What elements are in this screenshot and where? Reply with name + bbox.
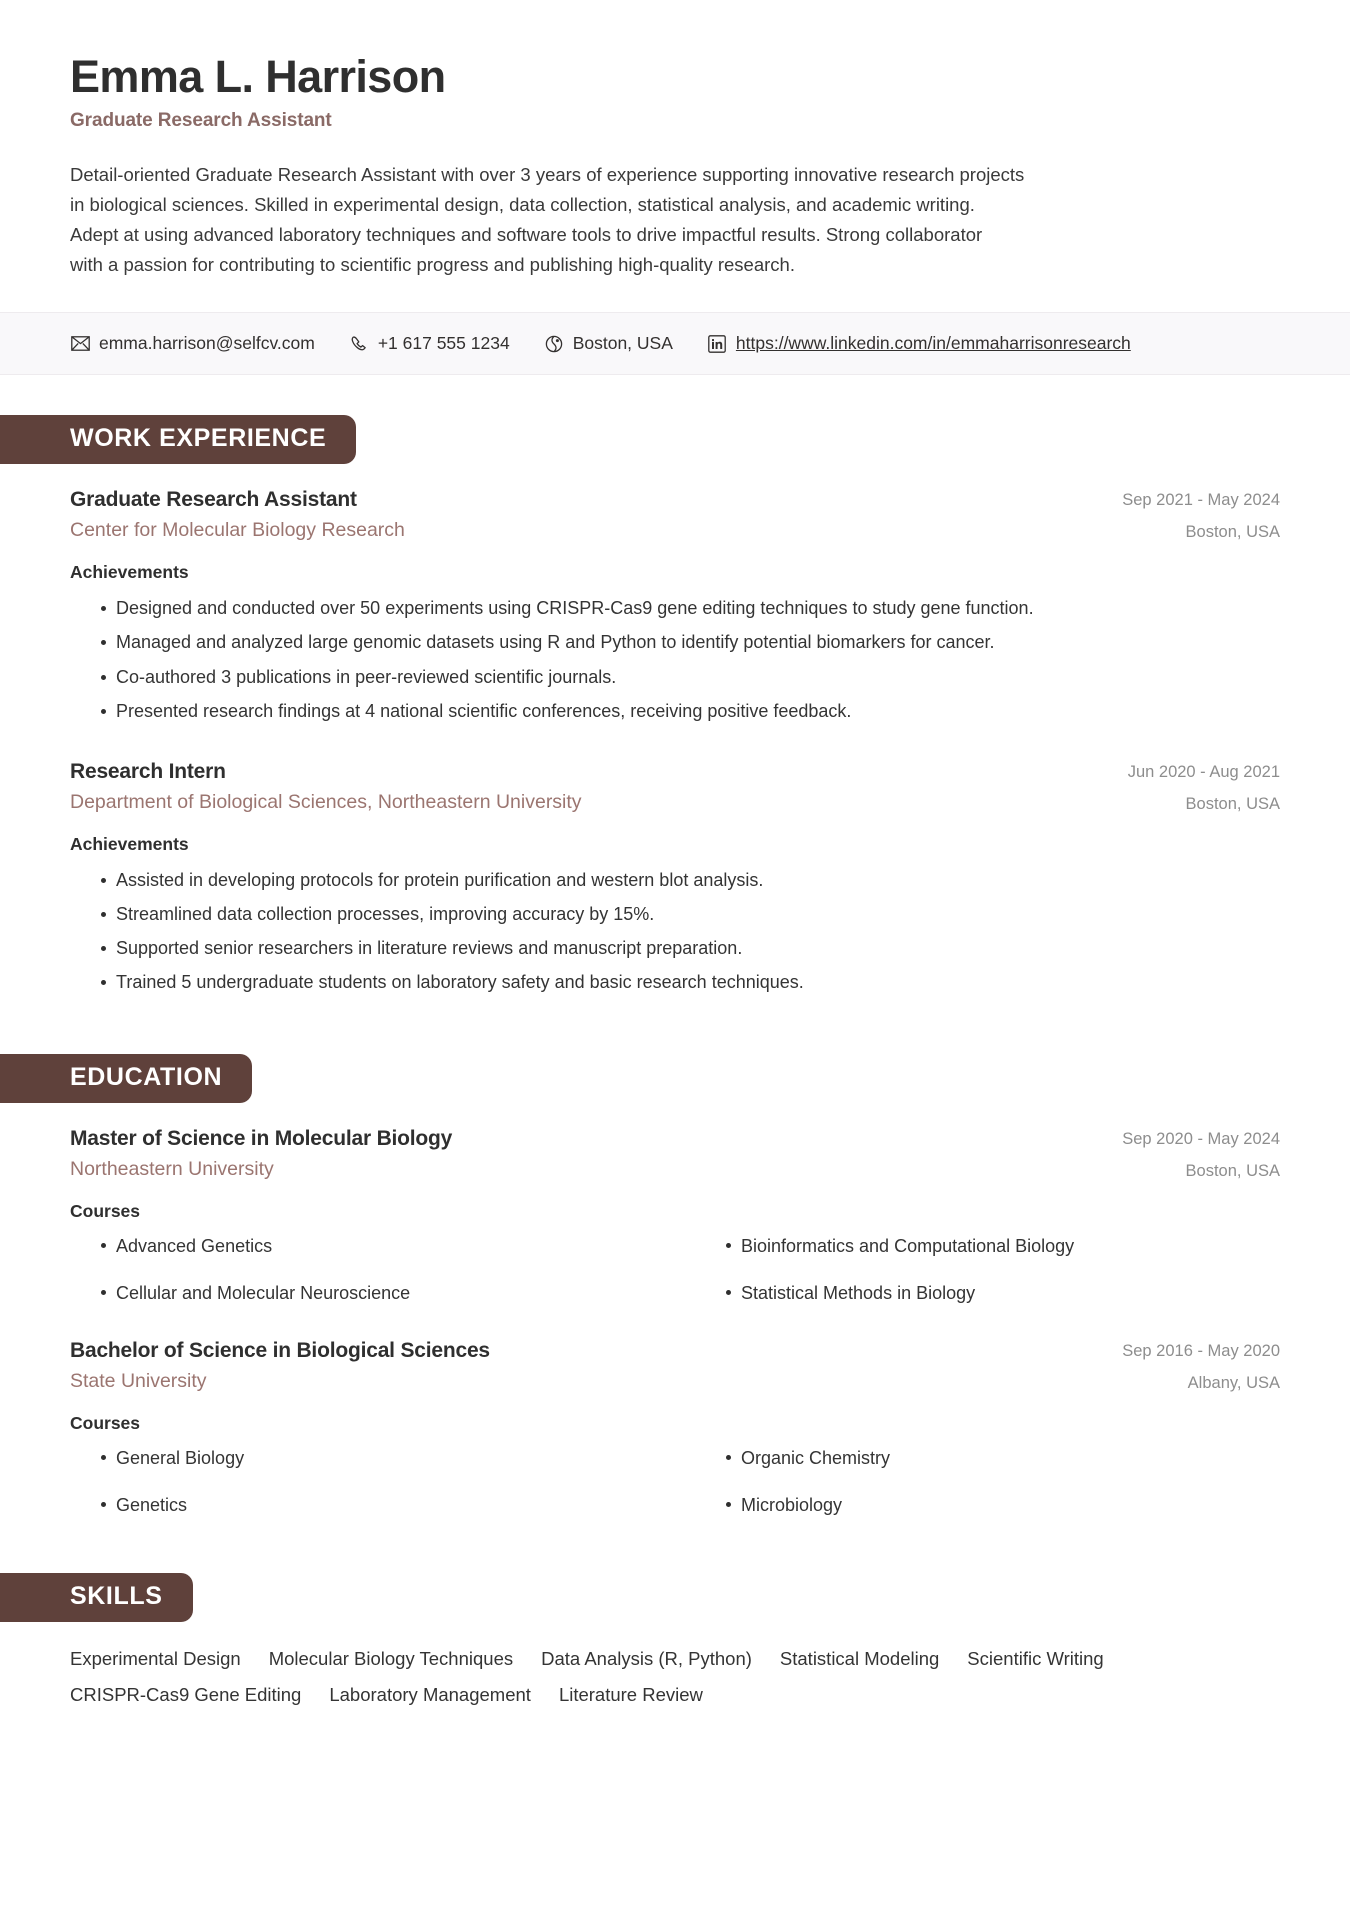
list-item: Cellular and Molecular Neuroscience [70, 1280, 655, 1307]
education-entry [70, 1339, 1280, 1519]
education-entry-left [70, 1127, 1122, 1181]
education-entry-top [70, 1339, 1280, 1393]
skill-item: Experimental Design [70, 1647, 241, 1669]
work-entry-top [70, 760, 1280, 814]
work-entry-date: Sep 2021 - May 2024 [1122, 491, 1280, 510]
summary-paragraph [70, 160, 1260, 280]
section-education [0, 1054, 1350, 1519]
education-entry-title: Bachelor of Science in Biological Sciences [70, 1338, 490, 1362]
work-entry-bullets [70, 866, 1280, 998]
contact-email[interactable] [70, 333, 315, 354]
work-entry-bullets [70, 594, 1280, 726]
education-courses-grid [70, 1445, 1280, 1519]
list-item: Streamlined data collection processes, improving accuracy by 15%. [70, 900, 1280, 929]
work-entry-right [1122, 488, 1280, 542]
summary-line: in biological sciences. Skilled in experimental design, data collection, statistical analysis, and academic writing. [70, 194, 975, 216]
work-entry-title: Graduate Research Assistant [70, 488, 357, 512]
list-item: Designed and conducted over 50 experiments using CRISPR-Cas9 gene editing techniques to study gene function. [70, 594, 1280, 623]
phone-icon [349, 334, 369, 354]
list-item: Co-authored 3 publications in peer-reviewed scientific journals. [70, 663, 1280, 692]
list-item: Statistical Methods in Biology [695, 1280, 1280, 1307]
skill-item: Molecular Biology Techniques [268, 1647, 514, 1669]
contact-bar [0, 312, 1350, 375]
section-skills [0, 1573, 1350, 1706]
work-band-wrap [0, 415, 1280, 464]
education-entry-date: Sep 2020 - May 2024 [1122, 1129, 1280, 1148]
work-entry-location: Boston, USA [1185, 523, 1280, 542]
page-title: Emma L. Harrison [70, 51, 446, 102]
work-entry [70, 760, 1280, 998]
list-item: Assisted in developing protocols for protein purification and western blot analysis. [70, 866, 1280, 895]
resume-header [0, 0, 1350, 280]
job-title-subtitle: Graduate Research Assistant [70, 110, 332, 132]
education-entry-right [1122, 1339, 1280, 1393]
skill-item: CRISPR-Cas9 Gene Editing [70, 1683, 302, 1705]
list-item: Bioinformatics and Computational Biology [695, 1233, 1280, 1260]
skill-item: Laboratory Management [329, 1683, 531, 1705]
work-entry-organization: Center for Molecular Biology Research [70, 519, 405, 542]
list-item: General Biology [70, 1445, 655, 1472]
education-entry-right [1122, 1127, 1280, 1181]
list-item: Trained 5 undergraduate students on laboratory safety and basic research techniques. [70, 968, 1280, 997]
section-header-education: EDUCATION [0, 1054, 252, 1103]
education-band-wrap [0, 1054, 1280, 1103]
list-item: Genetics [70, 1492, 655, 1519]
work-entry-right [1128, 760, 1280, 814]
work-entry-top [70, 488, 1280, 542]
education-entry-title: Master of Science in Molecular Biology [70, 1126, 453, 1150]
work-entry-sublabel: Achievements [70, 833, 189, 854]
skills-list [70, 1648, 1230, 1706]
contact-linkedin[interactable] [707, 333, 1131, 354]
envelope-icon [70, 334, 90, 354]
work-entry-location: Boston, USA [1185, 794, 1280, 813]
education-entry [70, 1127, 1280, 1307]
summary-line: Detail-oriented Graduate Research Assistant with over 3 years of experience supporting innovative research projects [70, 164, 1025, 186]
section-header-skills: SKILLS [0, 1573, 193, 1622]
education-entry-sublabel: Courses [70, 1200, 141, 1221]
list-item: Microbiology [695, 1492, 1280, 1519]
contact-linkedin-text[interactable]: https://www.linkedin.com/in/emmaharrisonresearch [735, 333, 1131, 354]
list-item: Managed and analyzed large genomic datasets using R and Python to identify potential biomarkers for cancer. [70, 628, 1280, 657]
work-entry-title: Research Intern [70, 759, 226, 783]
contact-location[interactable] [544, 333, 673, 354]
skill-item: Scientific Writing [967, 1647, 1104, 1669]
summary-line: Adept at using advanced laboratory techniques and software tools to drive impactful results. Strong collaborator [70, 224, 983, 246]
skill-item: Literature Review [558, 1683, 703, 1705]
skill-item: Statistical Modeling [779, 1647, 940, 1669]
work-entry-organization: Department of Biological Sciences, Northeastern University [70, 790, 582, 813]
contact-phone[interactable] [349, 333, 510, 354]
education-entry-location: Albany, USA [1187, 1373, 1280, 1392]
skill-item: Data Analysis (R, Python) [541, 1647, 752, 1669]
education-entry-organization: Northeastern University [70, 1157, 274, 1180]
list-item: Advanced Genetics [70, 1233, 655, 1260]
education-entry-organization: State University [70, 1369, 207, 1392]
section-work-experience [0, 415, 1350, 997]
work-entry [70, 488, 1280, 726]
work-entry-left [70, 488, 1122, 542]
contact-phone-text: +1 617 555 1234 [377, 333, 510, 354]
work-entry-sublabel: Achievements [70, 562, 189, 583]
work-entry-left [70, 760, 1128, 814]
education-courses-grid [70, 1233, 1280, 1307]
contact-email-text: emma.harrison@selfcv.com [99, 333, 315, 354]
education-entry-sublabel: Courses [70, 1412, 141, 1433]
skills-band-wrap [0, 1573, 1280, 1622]
globe-icon [544, 334, 564, 354]
work-entry-date: Jun 2020 - Aug 2021 [1127, 762, 1280, 781]
list-item: Presented research findings at 4 national scientific conferences, receiving positive feedback. [70, 697, 1280, 726]
list-item: Supported senior researchers in literature reviews and manuscript preparation. [70, 934, 1280, 963]
section-header-work: WORK EXPERIENCE [0, 415, 356, 464]
list-item: Organic Chemistry [695, 1445, 1280, 1472]
education-entry-top [70, 1127, 1280, 1181]
education-entry-date: Sep 2016 - May 2020 [1122, 1341, 1280, 1360]
contact-location-text: Boston, USA [572, 333, 673, 354]
linkedin-icon [707, 334, 727, 354]
education-entry-left [70, 1339, 1122, 1393]
summary-line: with a passion for contributing to scientific progress and publishing high-quality research. [70, 254, 795, 276]
education-entry-location: Boston, USA [1185, 1161, 1280, 1180]
